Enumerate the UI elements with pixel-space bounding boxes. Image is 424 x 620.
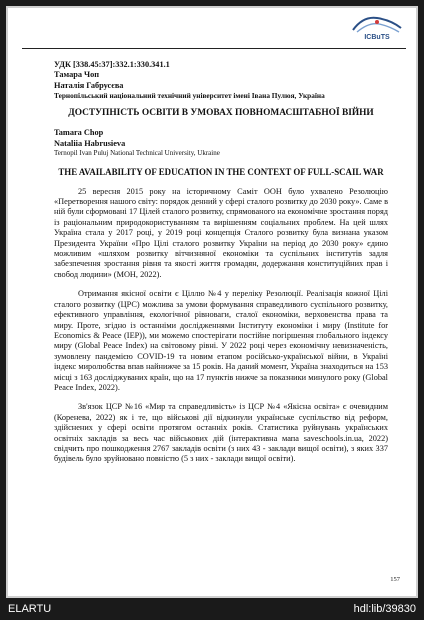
article-title-ua: ДОСТУПНІСТЬ ОСВІТИ В УМОВАХ ПОВНОМАСШТАБНОЇ ВІЙНИ [68,108,374,119]
viewer-footer [0,598,424,620]
page-number: 157 [390,576,400,583]
logo-text: ICBuTS [364,34,390,41]
body-paragraph: Отримання якісної освіти є Ціллю №4 у переліку Резолюції. Реалізація кожної Цілі сталого розвитку (ЦРС) можлива за умови формування справедливого суспільного розвитку, ефективного управління, екологічної рівноваги, сталої економіки, верховенства права та миру. Проте, згідно із останніми дослідженнями Інституту економіки і миру (Institute for Economics & Peace (IEP)), ми можемо спостерігати постійне погіршення глобального індексу миру (Global Peace Index) на світовому рівні. У 2022 році через економічну невизначеність, зумовлену пандемією COVID-19 та новим етапом російсько-української війни, в Україні індекс миролюбства впав найнижче за 15 років. На даний момент, Україна знаходиться на 153 місці з 163 досліджуваних країн, що на 17 пунктів нижче за показники минулого року (Global Peace Index, 2022). [54,289,388,392]
handle-link[interactable]: hdl:lib/39830 [353,603,416,615]
affiliation: Тернопільський національний технічний університет імені Івана Пулюя, Україна [54,91,325,101]
udk-code: УДК [338.45:37]:332.1:330.341.1 [54,60,170,69]
author-name: Наталія Габрусєва [54,80,124,90]
document-page [6,6,418,598]
conference-logo [348,14,406,44]
body-paragraph: Зв'язок ЦСР №16 «Мир та справедливість» із ЦСР №4 «Якісна освіта» є очевидним (Коренева, 2022) як і те, що військові дії відкинули українське суспільство від реформ, здійснених у сфері освіти протягом останніх років. Статистика руйнувань українських освітніх закладів за весь час військових дій (інтерактивна мапа saveschools.in.ua, 2022) свідчить про пошкодження 2767 закладів освіти (з них 43 - заклади вищої освіти), з яких 337 будівель було зруйновано повністю (5 з них - заклади вищої освіти). [54,402,388,464]
body-paragraph: 25 вересня 2015 року на історичному Саміт ООН було ухвалено Резолюцію «Перетворення нашого світу: порядок денний у сфері сталого розвитку до 2030 року». Саме в ній були сформовані 17 Цілей сталого розвитку, спрямованого на економічне зростання поряд із раціональним природокористуванням та вирішенням соціальних проблем. На цей шлях Україна стала у 2017 році, у 2019 році концепція Сталого розвитку була визнана указом Президента України «Про Цілі сталого розвитку України на період до 2030 року» єдино можливим «шляхом розвитку вітчизняної економіки та суспільних інститутів задля забезпечення зростання рівня та якості життя громадян, додержання конституційних прав і свобод людини» (МОН, 2022). [54,186,388,279]
article-title-en: THE AVAILABILITY OF EDUCATION IN THE CONTEXT OF FULL-SCAIL WAR [58,167,384,178]
author-name-en: Nataliia Habrusieva [54,138,126,148]
author-name: Тамара Чоп [54,70,100,80]
repository-label: ELARTU [8,603,52,615]
logo-emblem [349,14,405,34]
affiliation-en: Ternopil Ivan Puluj National Technical University, Ukraine [54,149,220,158]
header-rule [22,48,406,49]
article-content [54,60,388,465]
author-name-en: Tamara Chop [54,128,104,138]
